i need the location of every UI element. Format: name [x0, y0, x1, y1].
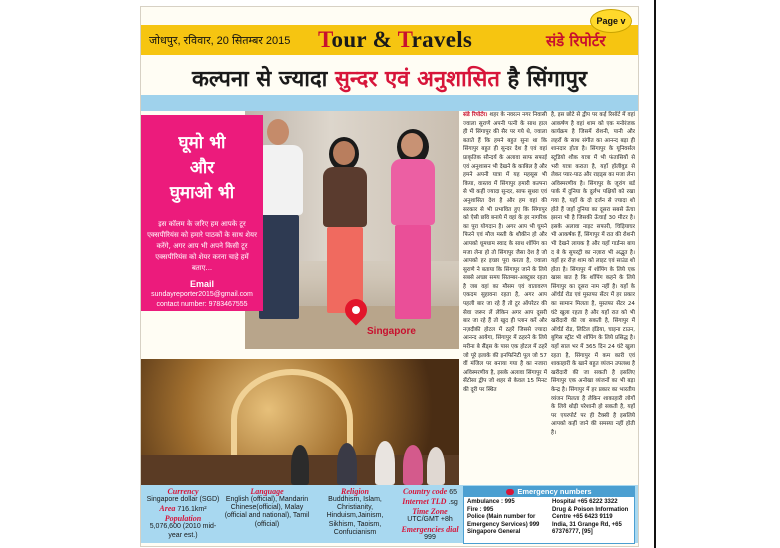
photo-figure-2	[337, 443, 357, 485]
share-title-line-3: घुमाओ भी	[169, 183, 235, 203]
photo-figure-5	[427, 447, 445, 485]
fact-currency	[145, 487, 221, 540]
currency-value: Singapore dollar (SGD)	[146, 496, 220, 503]
location-label: Singapore	[367, 326, 416, 337]
person-2-top	[323, 167, 367, 227]
headline-part-1: कल्पना से ज्यादा	[191, 67, 335, 92]
emergency-dial-title: Emergencies dial	[401, 524, 459, 534]
fact-codes	[399, 487, 461, 542]
emergency-title-text: Emergency numbers	[517, 487, 592, 496]
language-title: Language	[250, 487, 284, 496]
person-2-head	[333, 141, 355, 165]
page-number-badge: Page v	[590, 9, 632, 33]
emergency-line: Singapore General	[467, 529, 521, 536]
travelers-photo	[245, 111, 459, 349]
emergency-dial-value: 999	[424, 533, 436, 541]
country-code-title: Country code	[403, 487, 448, 496]
population-value: 5,076,600 (2010 mid-year est.)	[149, 523, 217, 539]
issue-date: जोधपुर, रविवार, 20 सितम्बर 2015	[149, 35, 291, 47]
area-value: 716.1km²	[177, 506, 207, 514]
share-title-line-2: और	[189, 158, 215, 178]
fact-language	[223, 487, 311, 529]
population-title: Population	[164, 514, 202, 524]
currency-title: Currency	[167, 487, 199, 496]
emergency-left-list	[467, 499, 549, 537]
section-cap-2: T	[397, 27, 412, 52]
share-box-title	[145, 131, 259, 206]
section-title	[318, 27, 472, 53]
religion-value: Buddhism, Islam, Christianity, Hinduism,Jainism, Sikhism, Taoism, Confucianism	[326, 496, 384, 536]
emergency-title	[464, 487, 634, 497]
emergency-line: Police (Main number for Emergency Services) 999	[467, 514, 540, 528]
singapore-interior-photo	[141, 359, 459, 485]
tld-value: .sg	[448, 499, 458, 507]
timezone-title: Time Zone	[412, 507, 448, 517]
fact-religion	[313, 487, 397, 537]
emergency-right-list	[552, 499, 632, 537]
phone-icon	[506, 489, 514, 495]
headline	[141, 63, 638, 93]
email-label: Email	[189, 279, 214, 289]
masthead-logo: संडे रिपोर्टर	[546, 32, 606, 50]
email-address: sundayreporter2015@gmail.com	[151, 291, 253, 298]
section-rest-1: our &	[331, 27, 398, 52]
emergency-line: Ambulance : 995	[467, 499, 515, 505]
religion-title: Religion	[340, 487, 369, 496]
vertical-rule	[654, 0, 656, 548]
share-box-text: इस कॉलम के जरिए हम आपके टूर एक्सपीरियंस को हमारे पाठकों के साथ शेयर करेंगे, अगर आप भी अपने किसी टूर एक्सपीरियंस को शेयर करना चाहे हमें बताए...	[147, 220, 257, 272]
article-column-1	[463, 111, 547, 483]
photo-figure-4	[403, 445, 423, 485]
emergency-line: Drug & Poison Information Centre +65 6423 9119	[552, 506, 629, 521]
article-byline: संडे रिपोर्टर।	[463, 112, 488, 118]
area-title: Area	[159, 504, 176, 514]
article-text-1: शहर के नवरत्न नगर निवासी ज्वाला सुराणे अपनी पत्नी के साथ हाल ही में सिंगापुर की सैर पर गये थे, ज्वाला बताते हैं कि हमने बहुत सुना था कि सिंगापुर बहुत ही सुन्दर देश है एवं वहां प्राकृतिक सौन्दर्य के अलावा साफ सफाई एवं अनुशासन भी देखने के काबिल है और हमने अपनी यात्रा में यह महसूस भी किया, वास्तव में सिंगापुर हमारी कल्पना से भी कहीं ज्यादा सुन्दर, साफ सुथरा एवं अनुशासित देश है और हम वहां की सरकार से भी प्रभावित हुए कि सिंगापुर को ऐसी छवि बनाये में वहां के हर नागरिक का पूरा योगदान है। अगर आप भी घूमने फिरने एवं मौज मस्ती के शौकीन हो और आपको धूमधाम स्वाद के साथ शॉपिंग का मजा लेना हो तो सिंगापुर जैसा देश है जो आपको हर इच्छा पूरा करता है, ज्वाला सुराणे ने बताया कि सिंगापुर जाने के लिये सबसे अच्छा समय सितम्बर-अक्टूबर रहता है जब वहां का मौसम एवं वातावरण एकदम सुहावना रहता है, अगर आप पहली बार जा रहे हैं तो टूर ऑपरेटर की सेवा जरूर लें लेकिन अगर आप दूसरी बार जा रहे हैं तो खुद ही प्लान करें और नज़दीकी होटल में ठहरें जिससे ज्यादा आनन्द आयेगा, सिंगापुर में ठहरने के लिये मरीना बे सैंड्स के पास एक होटल में ठहरें जो पूरे इलाके की इनफिनिटी पूल जो 57 वीं मंजिल पर बनाया गया है का नजारा अविस्मरणीय है, इसके अलावा सिंगापुर में सेंटोसा द्वीप जो शहर से केवल 15 मिनट की दूरी पर स्थित	[463, 112, 547, 393]
headline-part-3: है सिंगापुर	[499, 67, 588, 92]
photo-figure-1	[291, 445, 309, 485]
emergency-line: India, 31 Grange Rd, +65 67376777, [95]	[552, 521, 622, 536]
emergency-line: Hospital +65 6222 3322	[552, 499, 618, 505]
contact-number: contact number: 9783467555	[156, 301, 248, 308]
section-rest-2: ravels	[411, 27, 473, 52]
emergency-numbers-box	[463, 486, 635, 544]
person-3-head	[401, 133, 423, 157]
section-cap-1: T	[318, 27, 332, 52]
timezone-value: UTC/GMT +8h	[407, 516, 453, 524]
emergency-line: Fire : 995	[467, 506, 494, 513]
person-3-top	[391, 159, 435, 225]
headline-underband	[141, 95, 638, 111]
language-value: English (official), Mandarin Chinese(official), Malay (official and national), Tamil (official)	[224, 496, 310, 528]
headline-highlight: सुन्दर एवं अनुशासित	[335, 67, 500, 92]
share-title-line-1: घूमो भी	[178, 133, 226, 153]
newspaper-page	[140, 6, 639, 547]
photo-figure-3	[375, 441, 395, 485]
person-1-legs	[259, 215, 299, 319]
person-3-legs	[395, 225, 431, 319]
share-experience-box	[141, 115, 263, 311]
country-code-value: 65	[449, 489, 457, 496]
article-column-2: है, इस छोटे से द्वीप पर कई रिसॉर्ट में वहां आकर्षण है वहां शाम को एक मनोरंजक कार्यक्रम है जिसमें रोशनी, पानी और लहरों के साथ संगीत का आनन्द बड़ा ही शानदार होता है। सिंगापुर के यूनिवर्सल स्टूडियो शौक यात्रा में भी फंतासियों से भरी यात्रा कराता है, यहाँ हॉलीवुड से लेकर प्यार-पाठ और राइड्स का मजा लेना अविस्मरणीय है। सिंगापुर के जूरांग बर्ड पार्क में दुनिया के दुर्लभ पक्षियों को रखा गया है, यहाँ के दो दर्जन से ज्यादा शो होते हैं जहाँ दुनिया का दूसरा सबसे ऊँचा झरना भी है जिसकी ऊँचाई 30 मीटर है। इसके अलावा नाइट सफारी, चिड़ियाघर भी आकर्षक हैं, सिंगापुर में रात की रोशनी भी देखने लायक है और यहाँ गार्डन्स बाय द बे के सुपरट्री का नज़ारा भी अद्भुत है। यहाँ हर रोज़ शाम को लाइट एवं साउंड शो होता है। सिंगापुर में शॉपिंग के लिये एक खास बात है कि शॉपिंग कहने के लिये सिंगापुर का दूसरा नाम नहीं है। यहाँ के ऑर्चर्ड रोड एवं मुस्तफा सेंटर में हर प्रकार का सामान मिलता है, मुस्तफा सेंटर 24 घंटे खुला रहता है और यहाँ रात को भी खरीदारी की जा सकती है, सिंगापुर में ऑर्चर्ड रोड, लिटिल इंडिया, चाइना टाउन, बुगिस स्ट्रीट भी शॉपिंग के लिये प्रसिद्ध है। यहाँ साल भर में 365 दिन 24 घंटे खुला रहता है, सिंगापुर में कम कारी एवं शाकाहारी के खाने बहुत व्यंजन उपलब्ध है खरीदारी की जा सकती है इसलिए सिंगापुर एक अनोखा व्यंजनों का भी बड़ा केन्द्र है। सिंगापुर में हर प्रकार का भारतीय व्यंजन मिलता है लेकिन शाकाहारी लोगों के लिये थोड़ी परेशानी हो सकती है, यहाँ पर एयरपोर्ट पर ही टैक्सी है इसलिये आपको कहीं जाने की समस्या नहीं होती है।	[551, 112, 635, 436]
tld-title: Internet TLD	[402, 497, 447, 507]
person-1-head	[267, 119, 289, 145]
